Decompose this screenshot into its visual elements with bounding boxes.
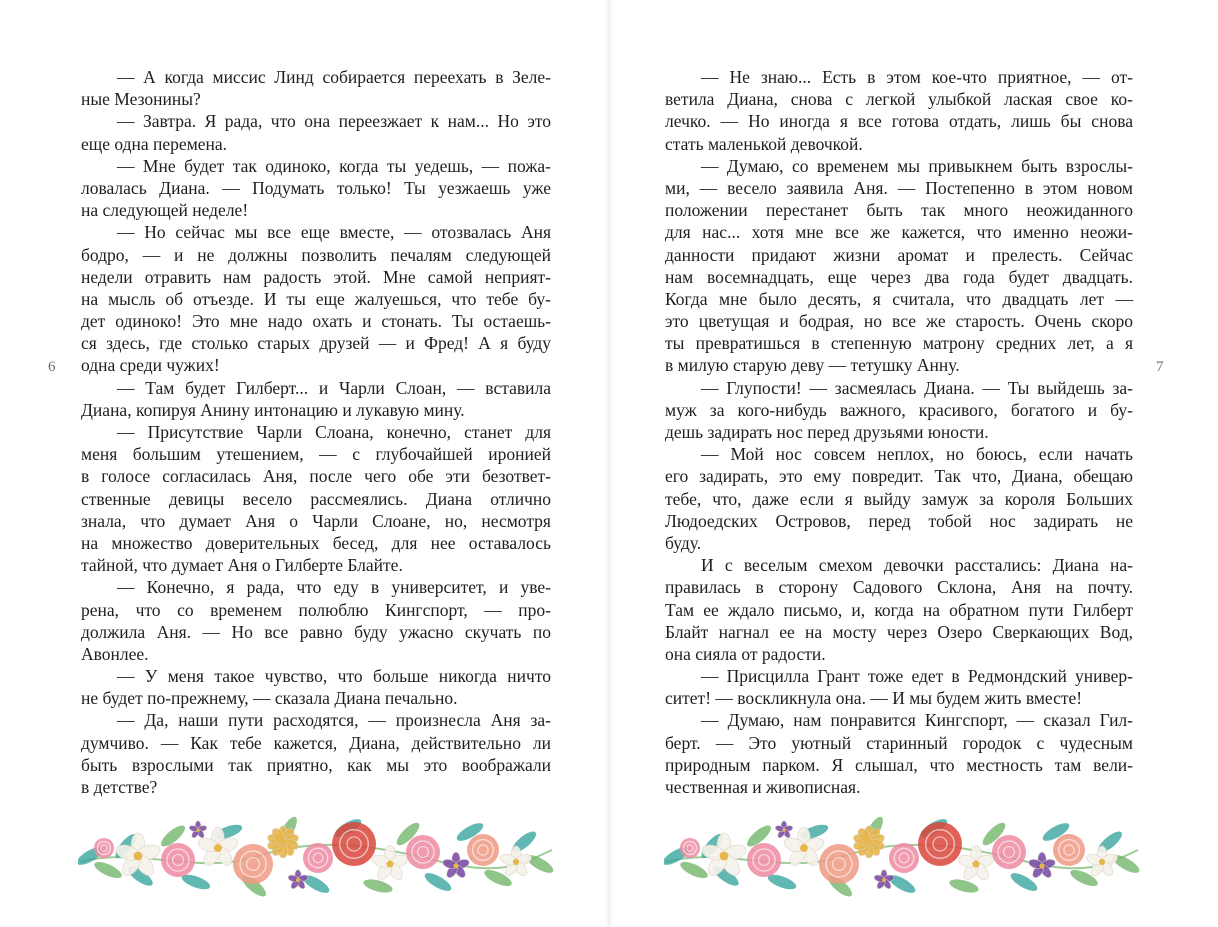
text-line: Там ее ждало письмо, и, когда на обратном пути Гилберт — [665, 599, 1133, 620]
text-line: ми, — весело заявила Аня. — Постепенно в этом новом — [665, 177, 1133, 198]
page-number: 7 — [1156, 359, 1164, 375]
paragraph — [665, 377, 1133, 444]
text-line: одна среди чужих! — [81, 355, 220, 376]
paragraph — [81, 221, 551, 376]
paragraph — [81, 576, 551, 665]
text-line: — Присцилла Грант тоже едет в Редмондский универ- — [701, 666, 1133, 687]
text-line: — Глупости! — засмеялась Диана. — Ты выйдешь за- — [701, 377, 1133, 398]
text-line: стать маленькой девочкой. — [665, 133, 863, 154]
text-line: это цветущая и бодрая, но все же старость. Очень скоро — [665, 311, 1133, 332]
text-line: Когда мне было десять, я считала, что двадцать лет — — [665, 288, 1133, 309]
text-line: природным парком. Я слышал, что местность там вели- — [665, 754, 1133, 775]
text-line: ловалась Диана. — Подумать только! Ты уезжаешь уже — [81, 177, 551, 198]
text-line: дет одиноко! Это мне надо охать и стонать. Ты остаешь- — [81, 311, 551, 332]
text-line: на следующей неделе! — [81, 200, 249, 221]
page-number: 6 — [48, 359, 56, 375]
text-line: — Мой нос совсем неплох, но боюсь, если начать — [701, 444, 1133, 465]
text-line: тайной, что думает Аня о Гилберте Блайте. — [81, 555, 403, 576]
text-line: Людоедских Островов, перед тобой нос задирать не — [665, 510, 1133, 531]
text-line: меня большим утешением, — с глубочайшей иронией — [81, 444, 551, 465]
text-line: И с веселым смехом девочки расстались: Диана на- — [701, 555, 1133, 576]
paragraph — [81, 377, 551, 421]
text-line: бодро, — и не должны позволить печалям следующей — [81, 244, 551, 265]
left-page-text — [81, 66, 551, 798]
paragraph — [81, 155, 551, 222]
text-line: Диана, копируя Анину интонацию и лукавую мину. — [81, 399, 465, 420]
text-line: — Не знаю... Есть в этом кое-что приятное, — от- — [701, 67, 1133, 87]
text-line: его задирать, это ему повредит. Так что, Диана, обещаю — [665, 466, 1133, 487]
text-line: ся здесь, где столько старых друзей — и Фред! А я буду — [81, 333, 551, 354]
text-line: — Конечно, я рада, что еду в университет, и уве- — [117, 577, 551, 598]
paragraph — [81, 421, 551, 576]
right-page-text — [665, 66, 1133, 798]
text-line: тебе, что, даже если я выйду замуж за короля Больших — [665, 488, 1133, 509]
text-line: — Там будет Гилберт... и Чарли Слоан, — вставила — [117, 377, 551, 398]
text-line: в детстве? — [81, 777, 158, 797]
text-line: — Мне будет так одиноко, когда ты уедешь, — пожа- — [117, 155, 551, 176]
text-line: ветила Диана, снова с легкой улыбкой лаская свое ко- — [665, 89, 1133, 110]
text-line: недели отравить нам радость этой. Мне самой неприят- — [81, 266, 551, 287]
text-line: в голосе согласилась Аня, после чего обе эти безответ- — [81, 466, 551, 487]
paragraph — [81, 709, 551, 798]
text-line: ситет! — воскликнула она. — И мы будем жить вместе! — [665, 688, 1083, 709]
text-line: еще одна перемена. — [81, 133, 228, 154]
text-line: должила Аня. — Но все равно буду ужасно скучать по — [81, 621, 551, 642]
floral-border-icon — [664, 806, 1140, 907]
text-line: быть взрослыми так приятно, как мы это воображали — [81, 754, 551, 775]
text-line: — Да, наши пути расходятся, — произнесла Аня за- — [117, 710, 551, 731]
text-line: берт. — Это уютный старинный городок с чудесным — [665, 732, 1133, 753]
text-line: данности придают жизни аромат и прелесть. Сейчас — [665, 244, 1133, 265]
text-line: ственные девицы весело рассмеялись. Диана отлично — [81, 488, 551, 509]
text-line: — Присутствие Чарли Слоана, конечно, станет для — [117, 422, 551, 442]
text-line: для нас... хотя мне все же кажется, что именно неожи- — [665, 222, 1133, 243]
text-line: — Завтра. Я рада, что она переезжает к нам... Но это — [117, 111, 551, 132]
text-line: знала, что думает Аня о Чарли Слоане, но, несмотря — [81, 510, 551, 531]
text-line: Авонлее. — [81, 643, 149, 664]
text-line: ные Мезонины? — [81, 89, 201, 110]
paragraph — [665, 554, 1133, 665]
text-line: Блайт нагнал ее на мосту через Озеро Сверкающих Вод, — [665, 621, 1133, 642]
paragraph — [665, 709, 1133, 798]
text-line: — А когда миссис Линд собирается переехать в Зеле- — [117, 67, 551, 87]
text-line: — Думаю, нам понравится Кингспорт, — сказал Гил- — [701, 710, 1133, 731]
text-line: — Думаю, со временем мы привыкнем быть взрослы- — [701, 155, 1133, 176]
text-line: дешь задирать нос перед друзьями юности. — [665, 422, 989, 442]
paragraph — [81, 110, 551, 154]
text-line: — У меня такое чувство, что больше никогда ничто — [117, 666, 551, 687]
text-line: — Но сейчас мы все еще вместе, — отозвалась Аня — [117, 222, 551, 243]
text-line: лечко. — Но иногда я все готова отдать, лишь бы снова — [665, 111, 1133, 132]
paragraph — [665, 155, 1133, 377]
paragraph — [665, 665, 1133, 709]
paragraph — [665, 443, 1133, 554]
text-line: нам восемнадцать, еще через два года будет двадцать. — [665, 266, 1133, 287]
text-line: буду. — [665, 532, 702, 553]
text-line: ты превратишься в степенную матрону средних лет, а я — [665, 333, 1133, 354]
text-line: на множество доверительных бесед, для нее оставалось — [81, 532, 551, 553]
text-line: правилась в сторону Садового Склона, Аня на почту. — [665, 577, 1133, 598]
text-line: муж за кого-нибудь важного, красивого, богатого и бу- — [665, 399, 1133, 420]
floral-border-icon — [78, 806, 554, 907]
paragraph — [665, 66, 1133, 155]
right-page — [609, 0, 1218, 927]
paragraph — [81, 665, 551, 709]
text-line: в милую старую деву — тетушку Анну. — [665, 355, 960, 376]
text-line: положении перестанет быть так много неожиданного — [665, 200, 1133, 221]
text-line: рена, что со временем полюблю Кингспорт, — про- — [81, 599, 551, 620]
text-line: чественная и живописная. — [665, 777, 861, 797]
text-line: на мысль об отъезде. И ты еще жалуешься, что тебе бу- — [81, 288, 551, 309]
paragraph — [81, 66, 551, 110]
text-line: думчиво. — Как тебе кажется, Диана, действительно ли — [81, 732, 551, 753]
text-line: она сияла от радости. — [665, 643, 826, 664]
text-line: не будет по-прежнему, — сказала Диана печально. — [81, 688, 458, 709]
